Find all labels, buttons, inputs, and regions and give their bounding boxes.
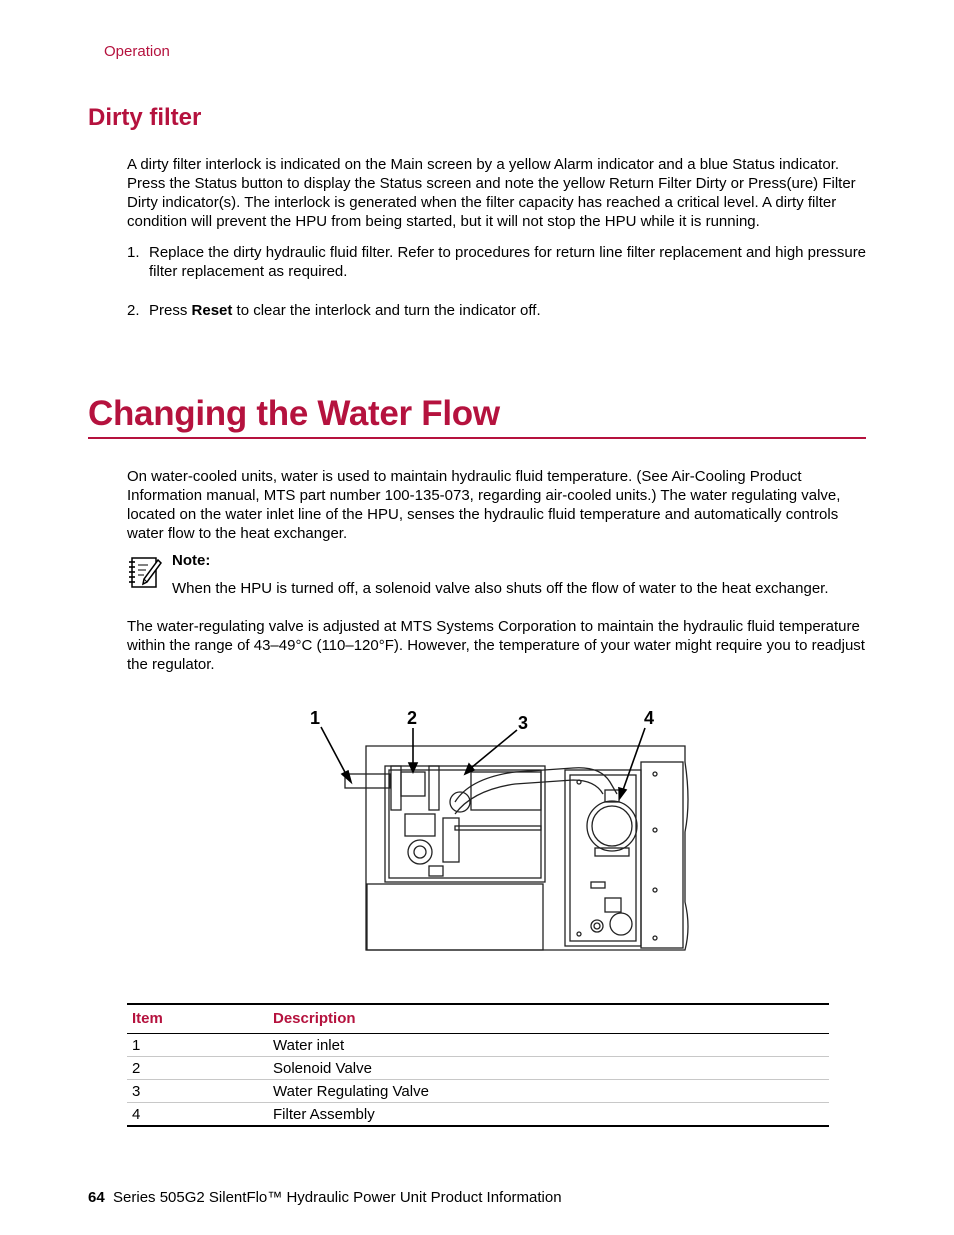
page-number: 64 — [88, 1189, 105, 1206]
step-reset-keyword: Reset — [191, 302, 233, 319]
column-header-item: Item — [127, 1004, 268, 1034]
item-number: 2 — [127, 1057, 268, 1080]
step-number: 2. — [127, 302, 140, 319]
item-description: Filter Assembly — [268, 1103, 829, 1127]
table-row — [127, 1080, 829, 1103]
item-description-table — [127, 1003, 829, 1127]
step-text-pre: Press — [149, 302, 192, 319]
step-number: 1. — [127, 244, 140, 261]
table-row — [127, 1057, 829, 1080]
note-text: When the HPU is turned off, a solenoid valve also shuts off the flow of water to the heat exchanger. — [172, 580, 829, 597]
item-description: Water Regulating Valve — [268, 1080, 829, 1103]
page-footer — [88, 1189, 562, 1206]
item-description: Solenoid Valve — [268, 1057, 829, 1080]
note-label: Note: — [172, 552, 211, 569]
regulator-paragraph: The water-regulating valve is adjusted at MTS Systems Corporation to maintain the hydraulic fluid temperature within the range of 43–49°C (110–120°F). However, the temperature of your water might require you to readjust the regulator. — [127, 618, 865, 673]
item-description: Water inlet — [268, 1034, 829, 1057]
section-title-dirty-filter: Dirty filter — [88, 104, 202, 131]
table-header-row — [127, 1004, 829, 1034]
water-flow-intro: On water-cooled units, water is used to maintain hydraulic fluid temperature. (See Air-Cooling Product Information manual, MTS part number 100-135-073, regarding air-cooled units.) The water regulating valve, located on the water inlet line of the HPU, senses the hydraulic fluid temperature and automatically controls water flow to the heat exchanger. — [127, 468, 841, 542]
step-1 — [127, 243, 867, 281]
title-rule — [88, 437, 866, 439]
figure-callout-2: 2 — [407, 708, 418, 728]
figure-callout-1: 1 — [310, 708, 321, 728]
document-title: Series 505G2 SilentFlo™ Hydraulic Power Unit Product Information — [113, 1189, 562, 1206]
step-text-post: to clear the interlock and turn the indicator off. — [232, 302, 541, 319]
figure-callout-3: 3 — [518, 713, 529, 733]
item-number: 3 — [127, 1080, 268, 1103]
section-title-water-flow: Changing the Water Flow — [88, 394, 500, 433]
note-pencil-icon — [128, 555, 162, 591]
hpu-figure — [305, 702, 695, 970]
step-2 — [127, 301, 867, 320]
step-text: Replace the dirty hydraulic fluid filter. Refer to procedures for return line filter replacement and high pressure filter replacement as required. — [149, 244, 867, 280]
item-number: 4 — [127, 1103, 268, 1127]
table-row — [127, 1103, 829, 1127]
dirty-filter-intro: A dirty filter interlock is indicated on the Main screen by a yellow Alarm indicator and a blue Status indicator. Press the Status button to display the Status screen and note the yellow Return Filter Dirty or Press(ure) Filter Dirty indicator(s). The interlock is generated when the filter capacity has reached a critical level. A dirty filter condition will prevent the HPU from being started, but it will not stop the HPU while it is running. — [127, 156, 856, 230]
running-header: Operation — [104, 43, 170, 60]
item-number: 1 — [127, 1034, 268, 1057]
table-row — [127, 1034, 829, 1057]
figure-callout-4: 4 — [644, 708, 655, 728]
column-header-description: Description — [268, 1004, 829, 1034]
